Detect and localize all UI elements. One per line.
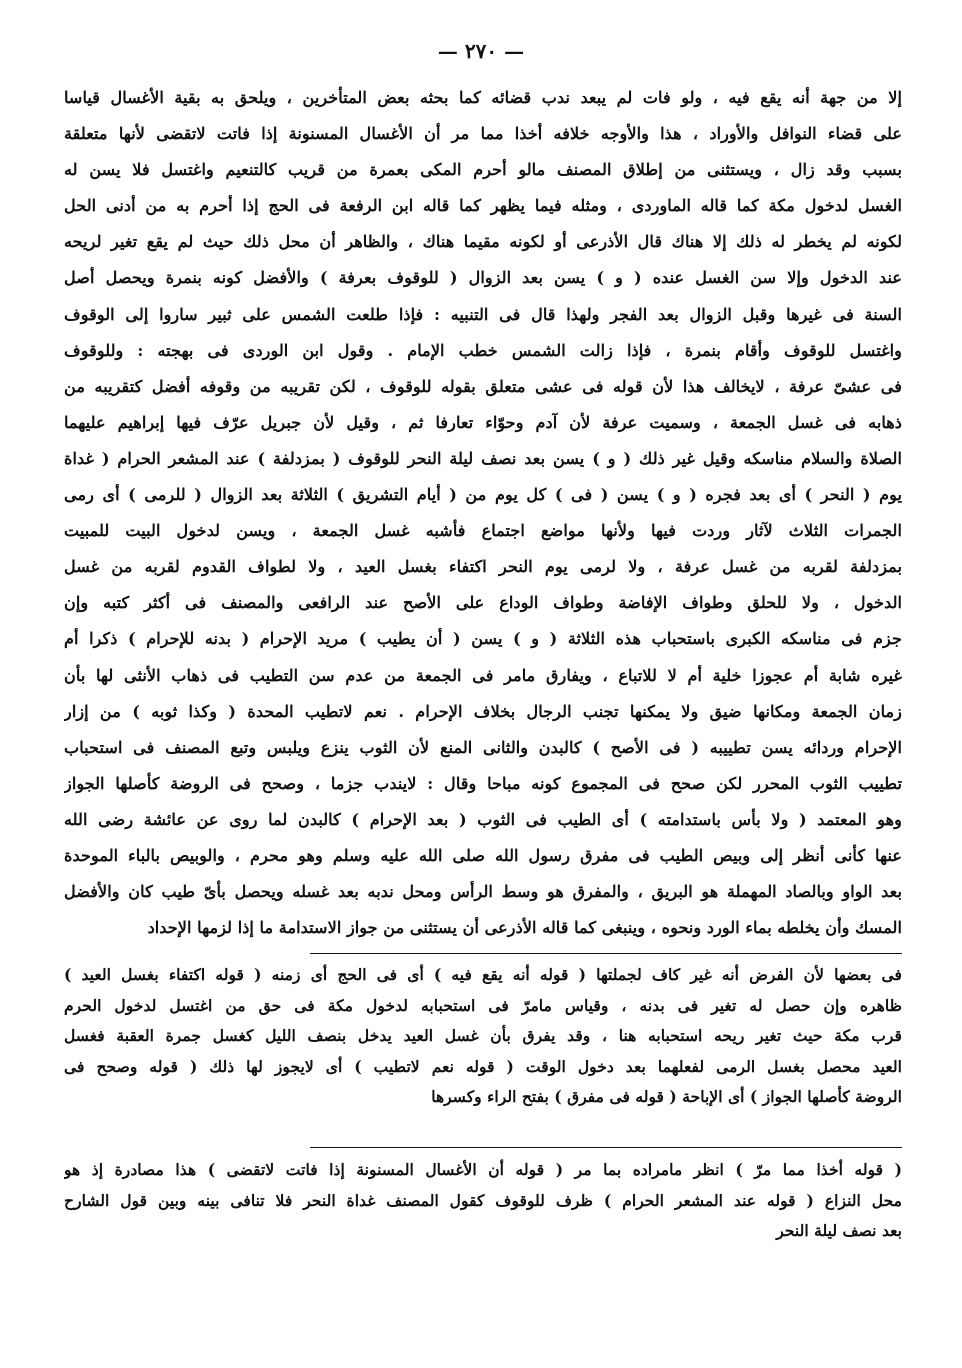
footnote-divider: [310, 953, 902, 954]
main-text-line: الجمرات الثلاث لآثار وردت فيها ولأنها مواضع اجتماع فأشبه غسل الجمعة ، ويسن لدخول البيت للمبيت: [64, 521, 902, 541]
main-text-line: الإحرام وردائه يسن تطييبه ( فى الأصح ) كالبدن والثانى المنع لأن الثوب ينزع ويلبس وتبع المصنف فى استحباب: [64, 737, 902, 757]
main-text: [64, 80, 902, 946]
main-text-line: الدخول ، ولا للحلق وطواف الإفاضة وطواف الوداع على الأصح عند الرافعى والمصنف فى أكثر كتبه وإن: [64, 593, 902, 613]
main-text-line: عنها كأنى أنظر إلى وبيص الطيب فى مفرق رسول الله صلى الله عليه وسلم وهو محرم ، والوبيص بالباء الموحدة: [64, 845, 902, 865]
main-text-line: الغسل لدخول مكة كما قاله الماوردى ، ومثله فيما يظهر كما قاله ابن الرفعة فى الحج إذا أحرم به من أدنى الحل: [64, 196, 902, 216]
main-text-line: المسك وأن يخلطه بماء الورد ونحوه ، وينبغى كما قاله الأذرعى أن يستثنى من جواز الاستدامة ما إذا لزمها الإحداد: [147, 918, 902, 938]
main-text-line: فى عشىّ عرفة ، لايخالف هذا لأن قوله فى عشى متعلق بقوله للوقوف ، لكن تقريبه من وقوفه أفضل كتقريبه من: [64, 376, 902, 396]
main-text-line: عند الدخول وإلا سن الغسل عنده ( و ) يسن بعد الزوال ( للوقوف بعرفة ) والأفضل كونه بنمرة ويحصل أصل: [64, 268, 902, 288]
main-text-line: السنة فى غيرها وقبل الزوال بعد الفجر ولهذا قال فى التنبيه : فإذا طلعت الشمس على ثبير ساروا إلى الوقوف: [64, 304, 902, 324]
main-text-line: يوم ( النحر ) أى بعد فجره ( و ) يسن ( فى ) كل يوم من ( أيام التشريق ) الثلاثة بعد الزوال ( للرمى ) أى رمى: [64, 485, 902, 505]
footnotes-first-gloss: [64, 960, 902, 1113]
main-text-line: على قضاء النوافل والأوراد ، هذا والأوجه خلافه أخذا مما مر أن الأغسال المسنونة إذا فاتت لاتقضى لأنها متعلقة: [64, 124, 902, 144]
main-text-line: زمان الجمعة ومكانها ضيق ولا يمكنها تجنب الرجال بخلاف الإحرام . نعم لاتطيب المحدة ( وكذا ثوبه ) من إزار: [64, 701, 902, 721]
main-text-line: واغتسل للوقوف وأقام بنمرة ، فإذا زالت الشمس خطب الإمام . وقول ابن الوردى فى بهجته : وللوقوف: [64, 340, 902, 360]
main-text-line: ذهابه فى غسل الجمعة ، وسميت عرفة لأن آدم وحوّاء تعارفا ثم ، وقيل لأن جبريل عرّف فيها إبراهيم عليهما: [64, 412, 902, 432]
footnote-line: فى بعضها لأن الفرض أنه غير كاف لجملتها ( قوله أنه يقع فيه ) أى فى الحج أى زمنه ( قوله اكتفاء بغسل العيد ): [64, 965, 902, 984]
footnote-line: ظاهره وإن حصل له تغير فى بدنه ، وقياس مامرّ فى استحبابه لدخول مكة فى حق من اغتسل لدخول الحرم: [64, 995, 902, 1015]
main-text-line: تطييب الثوب المحرر لكن صحح فى المجموع كونه مباحا وقال : لايندب جزما ، وصحح فى الروضة كأصلها الجواز: [64, 773, 902, 793]
footnote-line: بعد نصف ليلة النحر: [776, 1221, 902, 1240]
main-text-line: بسبب وقد زال ، ويستثنى من إطلاق المصنف مالو أحرم المكى بعمرة من قريب كالتنعيم واغتسل فلا يسن له: [64, 160, 902, 180]
main-text-line: لكونه لم يخطر له ذلك إلا هناك قال الأذرعى أو لكونه مقيما هناك ، والظاهر أن محل ذلك حيث لم يقع تغير لريحه: [64, 232, 902, 252]
main-text-line: بعد الواو وبالصاد المهملة هو البريق ، والمفرق هو وسط الرأس ومحل ندبه بعد غسله ويحصل بأىّ طيب كان والأفضل: [64, 882, 902, 902]
footnote-line: قرب مكة حيث تغير ريحه استحبابه هنا ، وقد يفرق بأن غسل العيد يدخل بنصف الليل كغسل جمرة العقبة فغسل: [64, 1026, 902, 1045]
footnote-divider: [310, 1147, 902, 1148]
page-number: — ٢٧٠ —: [437, 39, 525, 63]
main-text-line: بمزدلفة لقربه من غسل عرفة ، ولا لرمى يوم النحر اكتفاء بغسل العيد ، ولا لطواف القدوم لقربه من غسل: [64, 557, 902, 577]
footnotes-second-gloss: [64, 1155, 902, 1247]
footnote-line: ( قوله أخذا مما مرّ ) انظر مامراده بما مر ( قوله أن الأغسال المسنونة إذا فاتت لاتقضى ) هذا مصادرة إذ هو: [64, 1160, 902, 1179]
main-text-line: غيره شابة أم عجوزا خلية أم لا للاتباع ، ويفارق مامر فى الجمعة من عدم سن التطيب فى ذهاب الأنثى لها بأن: [64, 665, 902, 685]
footnote-line: محل النزاع ( قوله عند المشعر الحرام ) ظرف للوقوف كقول المصنف غداة النحر فلا تنافى بينه وبين قول الشارح: [64, 1190, 902, 1210]
footnote-line: العيد محصل بغسل الرمى لفعلهما بعد دخول الوقت ( قوله نعم لاتطيب ) أى لايجوز لها ذلك ( قوله وصحح فى: [64, 1056, 902, 1076]
main-text-line: الصلاة والسلام مناسكه وقيل غير ذلك ( و ) يسن بعد نصف ليلة النحر للوقوف ( بمزدلفة ) عند المشعر الحرام ( غداة: [64, 448, 902, 468]
footnote-line: الروضة كأصلها الجواز ) أى الإباحة ( قوله فى مفرق ) بفتح الراء وكسرها: [431, 1087, 902, 1106]
main-text-line: وهو المعتمد ( ولا بأس باستدامته ) أى الطيب فى الثوب ( بعد الإحرام ) كالبدن لما روى عن عائشة رضى الله: [64, 809, 902, 829]
main-text-line: جزم فى مناسكه الكبرى باستحباب هذه الثلاثة ( و ) يسن ( أن يطيب ) مريد الإحرام ( بدنه للإحرام ) ذكرا أم: [64, 629, 902, 649]
main-text-line: إلا من جهة أنه يقع فيه ، ولو فات لم يبعد ندب قضائه كما بحثه بعض المتأخرين ، ويلحق به بقية الأغسال قياسا: [64, 88, 902, 107]
